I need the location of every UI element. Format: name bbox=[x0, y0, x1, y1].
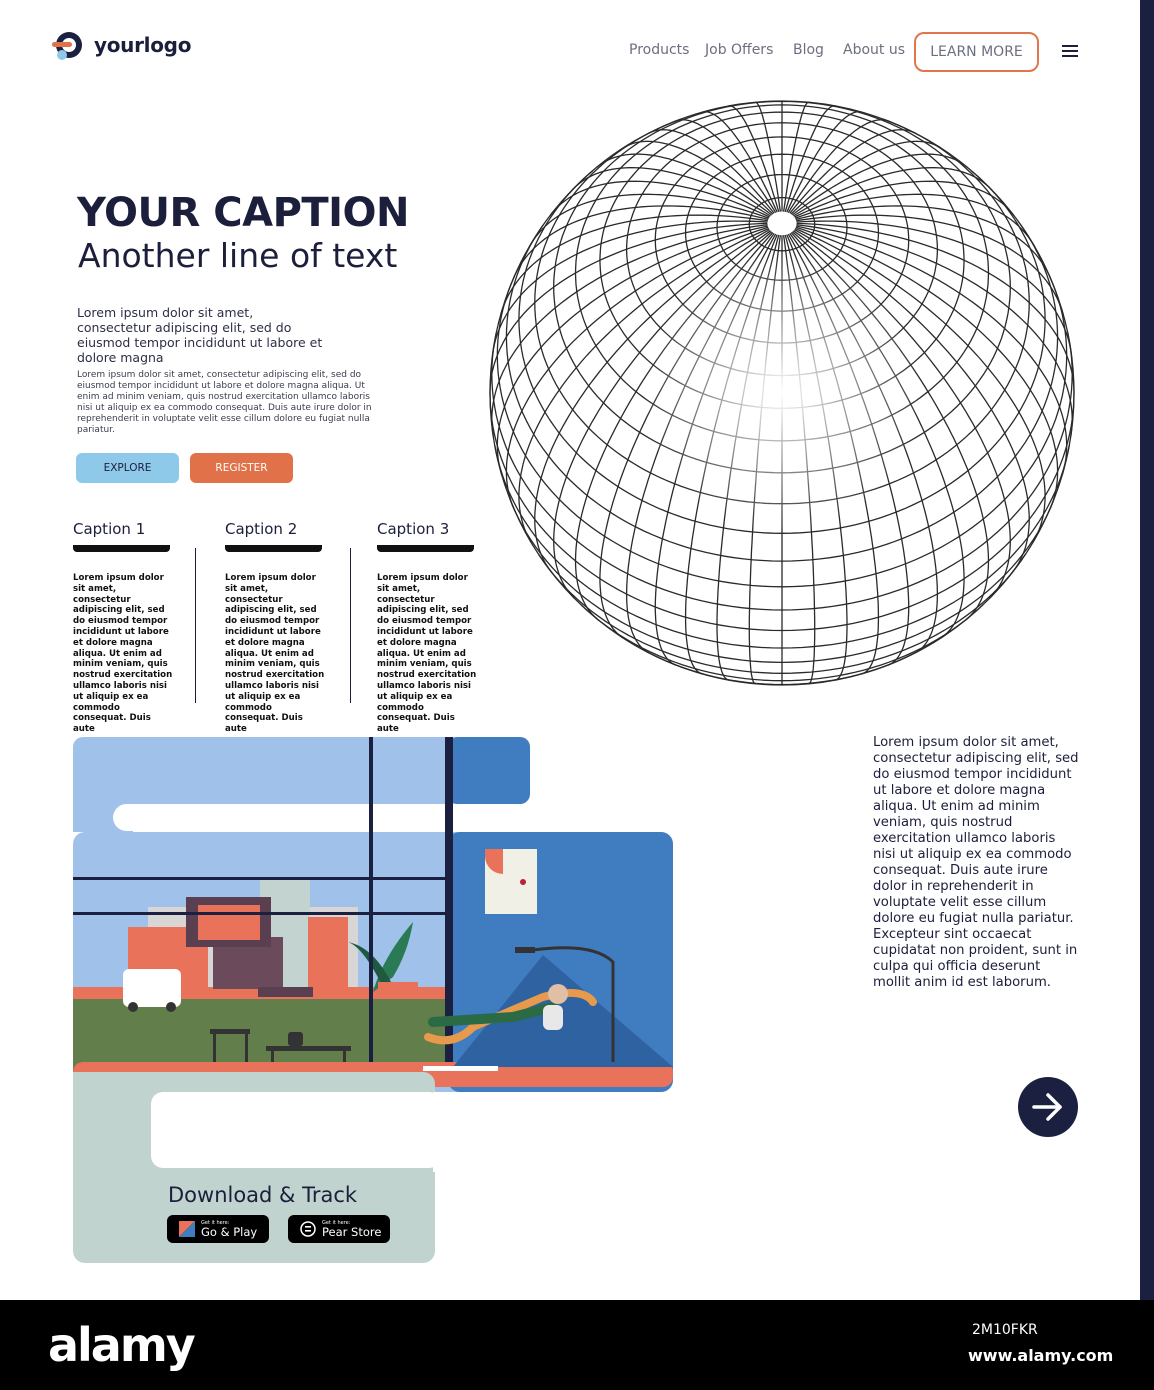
hero-body-text: Lorem ipsum dolor sit amet, consectetur adipiscing elit, sed do eiusmod tempor incididunt ut labore et dolore magna aliqua. Ut enim ad minim veniam, quis nostrud exercitation ullamco laboris nisi ut aliquip ex ea commodo consequat. Duis aute irure dolor in reprehenderit in voluptate velit esse cillum dolore eu fugiat nulla pariatur. bbox=[77, 370, 372, 435]
image-code: 2M10FKR bbox=[972, 1322, 1038, 1338]
logo[interactable] bbox=[50, 30, 191, 60]
logo-text: yourlogo bbox=[94, 33, 192, 57]
hero-subline: Another line of text bbox=[78, 236, 398, 275]
column-divider-2 bbox=[350, 548, 351, 703]
go-play-small-text: Get it here: bbox=[201, 1220, 230, 1226]
hero-caption: YOUR CAPTION bbox=[77, 190, 410, 236]
go-play-label: Go & Play bbox=[201, 1225, 258, 1239]
download-track-title: Download & Track bbox=[168, 1183, 358, 1207]
next-arrow-button[interactable] bbox=[1018, 1077, 1078, 1137]
explore-button[interactable]: EXPLORE bbox=[76, 453, 179, 483]
register-button[interactable]: REGISTER bbox=[190, 453, 293, 483]
pear-store-icon bbox=[300, 1221, 316, 1237]
pear-store-badge[interactable] bbox=[288, 1215, 390, 1243]
right-edge-bar bbox=[1140, 0, 1154, 1300]
nav-blog[interactable]: Blog bbox=[793, 42, 824, 58]
column-underline-1 bbox=[73, 545, 170, 552]
nav-job-offers[interactable]: Job Offers bbox=[705, 42, 774, 58]
hamburger-menu-icon[interactable] bbox=[1062, 45, 1078, 57]
home-office-illustration bbox=[73, 737, 673, 1263]
arrow-right-icon bbox=[1030, 1089, 1066, 1125]
column-caption-2: Caption 2 bbox=[225, 520, 298, 538]
column-text-1: Lorem ipsum dolor sit amet, consectetur adipiscing elit, sed do eiusmod tempor incididunt ut labore et dolore magna aliqua. Ut enim ad minim veniam, quis nostrud exercitation ullamco laboris nisi ut aliquip ex ea commodo consequat. Duis aute bbox=[73, 573, 173, 735]
logo-icon bbox=[50, 30, 86, 60]
column-text-2: Lorem ipsum dolor sit amet, consectetur adipiscing elit, sed do eiusmod tempor incididunt ut labore et dolore magna aliqua. Ut enim ad minim veniam, quis nostrud exercitation ullamco laboris nisi ut aliquip ex ea commodo consequat. Duis aute bbox=[225, 573, 325, 735]
column-caption-3: Caption 3 bbox=[377, 520, 450, 538]
alamy-brand: alamy bbox=[48, 1318, 194, 1372]
play-store-icon bbox=[179, 1221, 195, 1237]
alamy-site: www.alamy.com bbox=[968, 1346, 1114, 1365]
nav-about-us[interactable]: About us bbox=[843, 42, 906, 58]
column-underline-2 bbox=[225, 545, 322, 552]
go-play-badge[interactable] bbox=[167, 1215, 269, 1243]
pear-store-small-text: Get it here: bbox=[322, 1220, 351, 1226]
column-underline-3 bbox=[377, 545, 474, 552]
right-paragraph: Lorem ipsum dolor sit amet, consectetur adipiscing elit, sed do eiusmod tempor incididunt ut labore et dolore magna aliqua. Ut enim ad minim veniam, quis nostrud exercitation ullamco laboris nisi ut aliquip ex ea commodo consequat. Duis aute irure dolor in reprehenderit in voluptate velit esse cillum dolore eu fugiat nulla pariatur. Excepteur sint occaecat cupidatat non proident, sunt in culpa qui officia deserunt mollit anim id est laborum. bbox=[873, 735, 1079, 990]
wireframe-globe-graphic bbox=[486, 97, 1078, 689]
column-divider-1 bbox=[195, 548, 196, 703]
nav-products[interactable]: Products bbox=[629, 42, 690, 58]
column-text-3: Lorem ipsum dolor sit amet, consectetur adipiscing elit, sed do eiusmod tempor incididunt ut labore et dolore magna aliqua. Ut enim ad minim veniam, quis nostrud exercitation ullamco laboris nisi ut aliquip ex ea commodo consequat. Duis aute bbox=[377, 573, 477, 735]
hero-lead-text: Lorem ipsum dolor sit amet, consectetur adipiscing elit, sed do eiusmod tempor incididunt ut labore et dolore magna bbox=[77, 305, 323, 365]
column-caption-1: Caption 1 bbox=[73, 520, 146, 538]
learn-more-button[interactable]: LEARN MORE bbox=[914, 32, 1039, 72]
pear-store-label: Pear Store bbox=[322, 1225, 382, 1239]
